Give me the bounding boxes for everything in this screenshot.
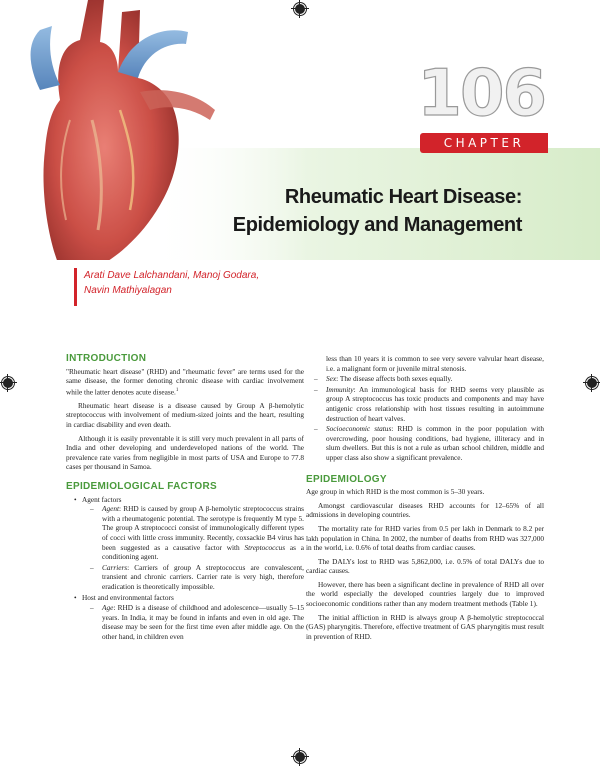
list-item [314,424,544,462]
title-line: Rheumatic Heart Disease: [284,186,522,208]
list-item-continued [314,354,544,373]
paragraph: Rheumatic heart disease is a disease caused by Group A β-hemolytic streptococcus with involvement of medium-sized joints and the heart, resulting in cardiac disability and even death. [66,400,304,429]
list-item [314,374,544,384]
term-text: as a conditioning agent. [102,542,304,562]
factor-list [66,495,304,642]
term-label: Age [102,603,114,613]
chapter-label: CHAPTER [420,133,548,153]
sub-list [82,504,304,591]
list-item [90,504,304,562]
list-item [314,385,544,423]
term-text: less than 10 years it is common to see very severe valvular heart disease, i.e. a malignant form or juvenile mitral stenosis. [326,354,544,373]
paragraph: Age group in which RHD is the most common is 5–30 years. [306,487,485,497]
term-text: : Carriers of group A streptococcus are convalescent, transient and chronic carriers. Carrier rate is very high, therefore eradication is theoretically impossible. [102,562,304,591]
term-label: Sex [326,374,337,384]
registration-mark-icon [586,377,598,389]
list-item-label: Agent factors [82,494,122,504]
term-text: : RHD is caused by group A β-hemolytic streptococcus strains with a rheumatogenic potential. The serotype is frequently M type 5. The group A streptococci consist of immunologically different types of cocci with little cross immunity. Recently, coxsackie B4 virus has been suggested as a causative factor with [102,504,304,552]
list-item [90,563,304,592]
right-column [306,354,544,645]
term-label: Carriers [102,562,128,572]
citation-superscript: 1 [175,387,179,393]
chapter-number: 106 [417,57,545,131]
section-heading-epidemiology: EPIDEMIOLOGY [306,473,387,485]
paragraph: The initial affliction in RHD is always group A β-hemolytic streptococcal (GAS) pharyngitis. Therefore, effective treatment of GAS pharyngitis must result in prevention of RHD. [306,612,544,641]
term-label: Agent [102,504,120,514]
paragraph: The mortality rate for RHD varies from 0.5 per lakh in Denmark to 8.2 per lakh population in China. In 2002, the number of deaths from RHD was 327,000 in the world, i.e. 0.6% of total deaths from cardiac causes. [306,523,544,553]
paragraph: The DALYs lost to RHD was 5,862,000, i.e. 0.5% of total DALYs due to cardiac causes. [306,556,544,576]
term-italic: Streptococcus [244,542,286,552]
registration-mark-icon [294,751,306,763]
title-line: Epidemiology and Management [232,214,522,236]
paragraph: Although it is easily preventable it is still very much prevalent in all parts of India and other developing and underdeveloped nations of the world. The prevalence rate varies from negligible in most parts of USA and Europe to 77.8 cases per thousand in Samoa. [66,433,304,472]
left-column [66,354,304,644]
list-item [90,603,304,641]
list-item [74,593,304,641]
registration-mark-icon [2,377,14,389]
paragraph [66,367,304,397]
list-item-label: Host and environmental factors [82,593,174,603]
author-line: Navin Mathiyalagan [84,285,172,296]
term-label: Immunity [326,384,354,394]
term-text: : The disease affects both sexes equally. [336,374,453,384]
term-text: : RHD is a disease of childhood and adolescence—usually 5–15 years. In India, it may be found in infants and even in old age. The disease may be seen for the first time even after middle age. On the other hand, in children even [102,603,304,641]
section-heading-introduction: INTRODUCTION [66,353,147,364]
paragraph-text: "Rheumatic heart disease" (RHD) and "rheumatic fever" are terms used for the same disease, the former denoting chronic disease with cardiac involvement while the latter denotes acute disease. [66,366,304,397]
paragraph: However, there has been a significant decline in prevalence of RHD all over the world especially the developed countries largely due to improved socioeconomic conditions rather than any modern treatment methods (Table 1). [306,579,544,609]
term-label: Socioeconomic status [326,424,392,434]
author-line: Arati Dave Lalchandani, Manoj Godara, [84,270,260,281]
list-item [74,495,304,592]
chapter-title [200,183,522,239]
paragraph: Amongst cardiovascular diseases RHD accounts for 12–65% of all admissions in developing countries. [306,500,544,520]
sub-list-continued [306,354,544,463]
author-list [84,268,344,298]
term-text: : An immunological basis for RHD seems very plausible as group A streptococcus has toxic products and components and may have antigenic cross relationship with host tissues resulting in autoimmune destruction of heart valves. [326,384,544,423]
author-accent-bar [74,268,77,306]
section-heading-epidemiological-factors: EPIDEMIOLOGICAL FACTORS [66,480,217,492]
sub-list [82,603,304,641]
term-text: : RHD is common in the poor population with overcrowding, poor housing conditions, bad hygiene, illiteracy and in slum dwellers. But this is not a rule as urban school children, middle and upper class also show a significant prevalence. [326,424,544,462]
